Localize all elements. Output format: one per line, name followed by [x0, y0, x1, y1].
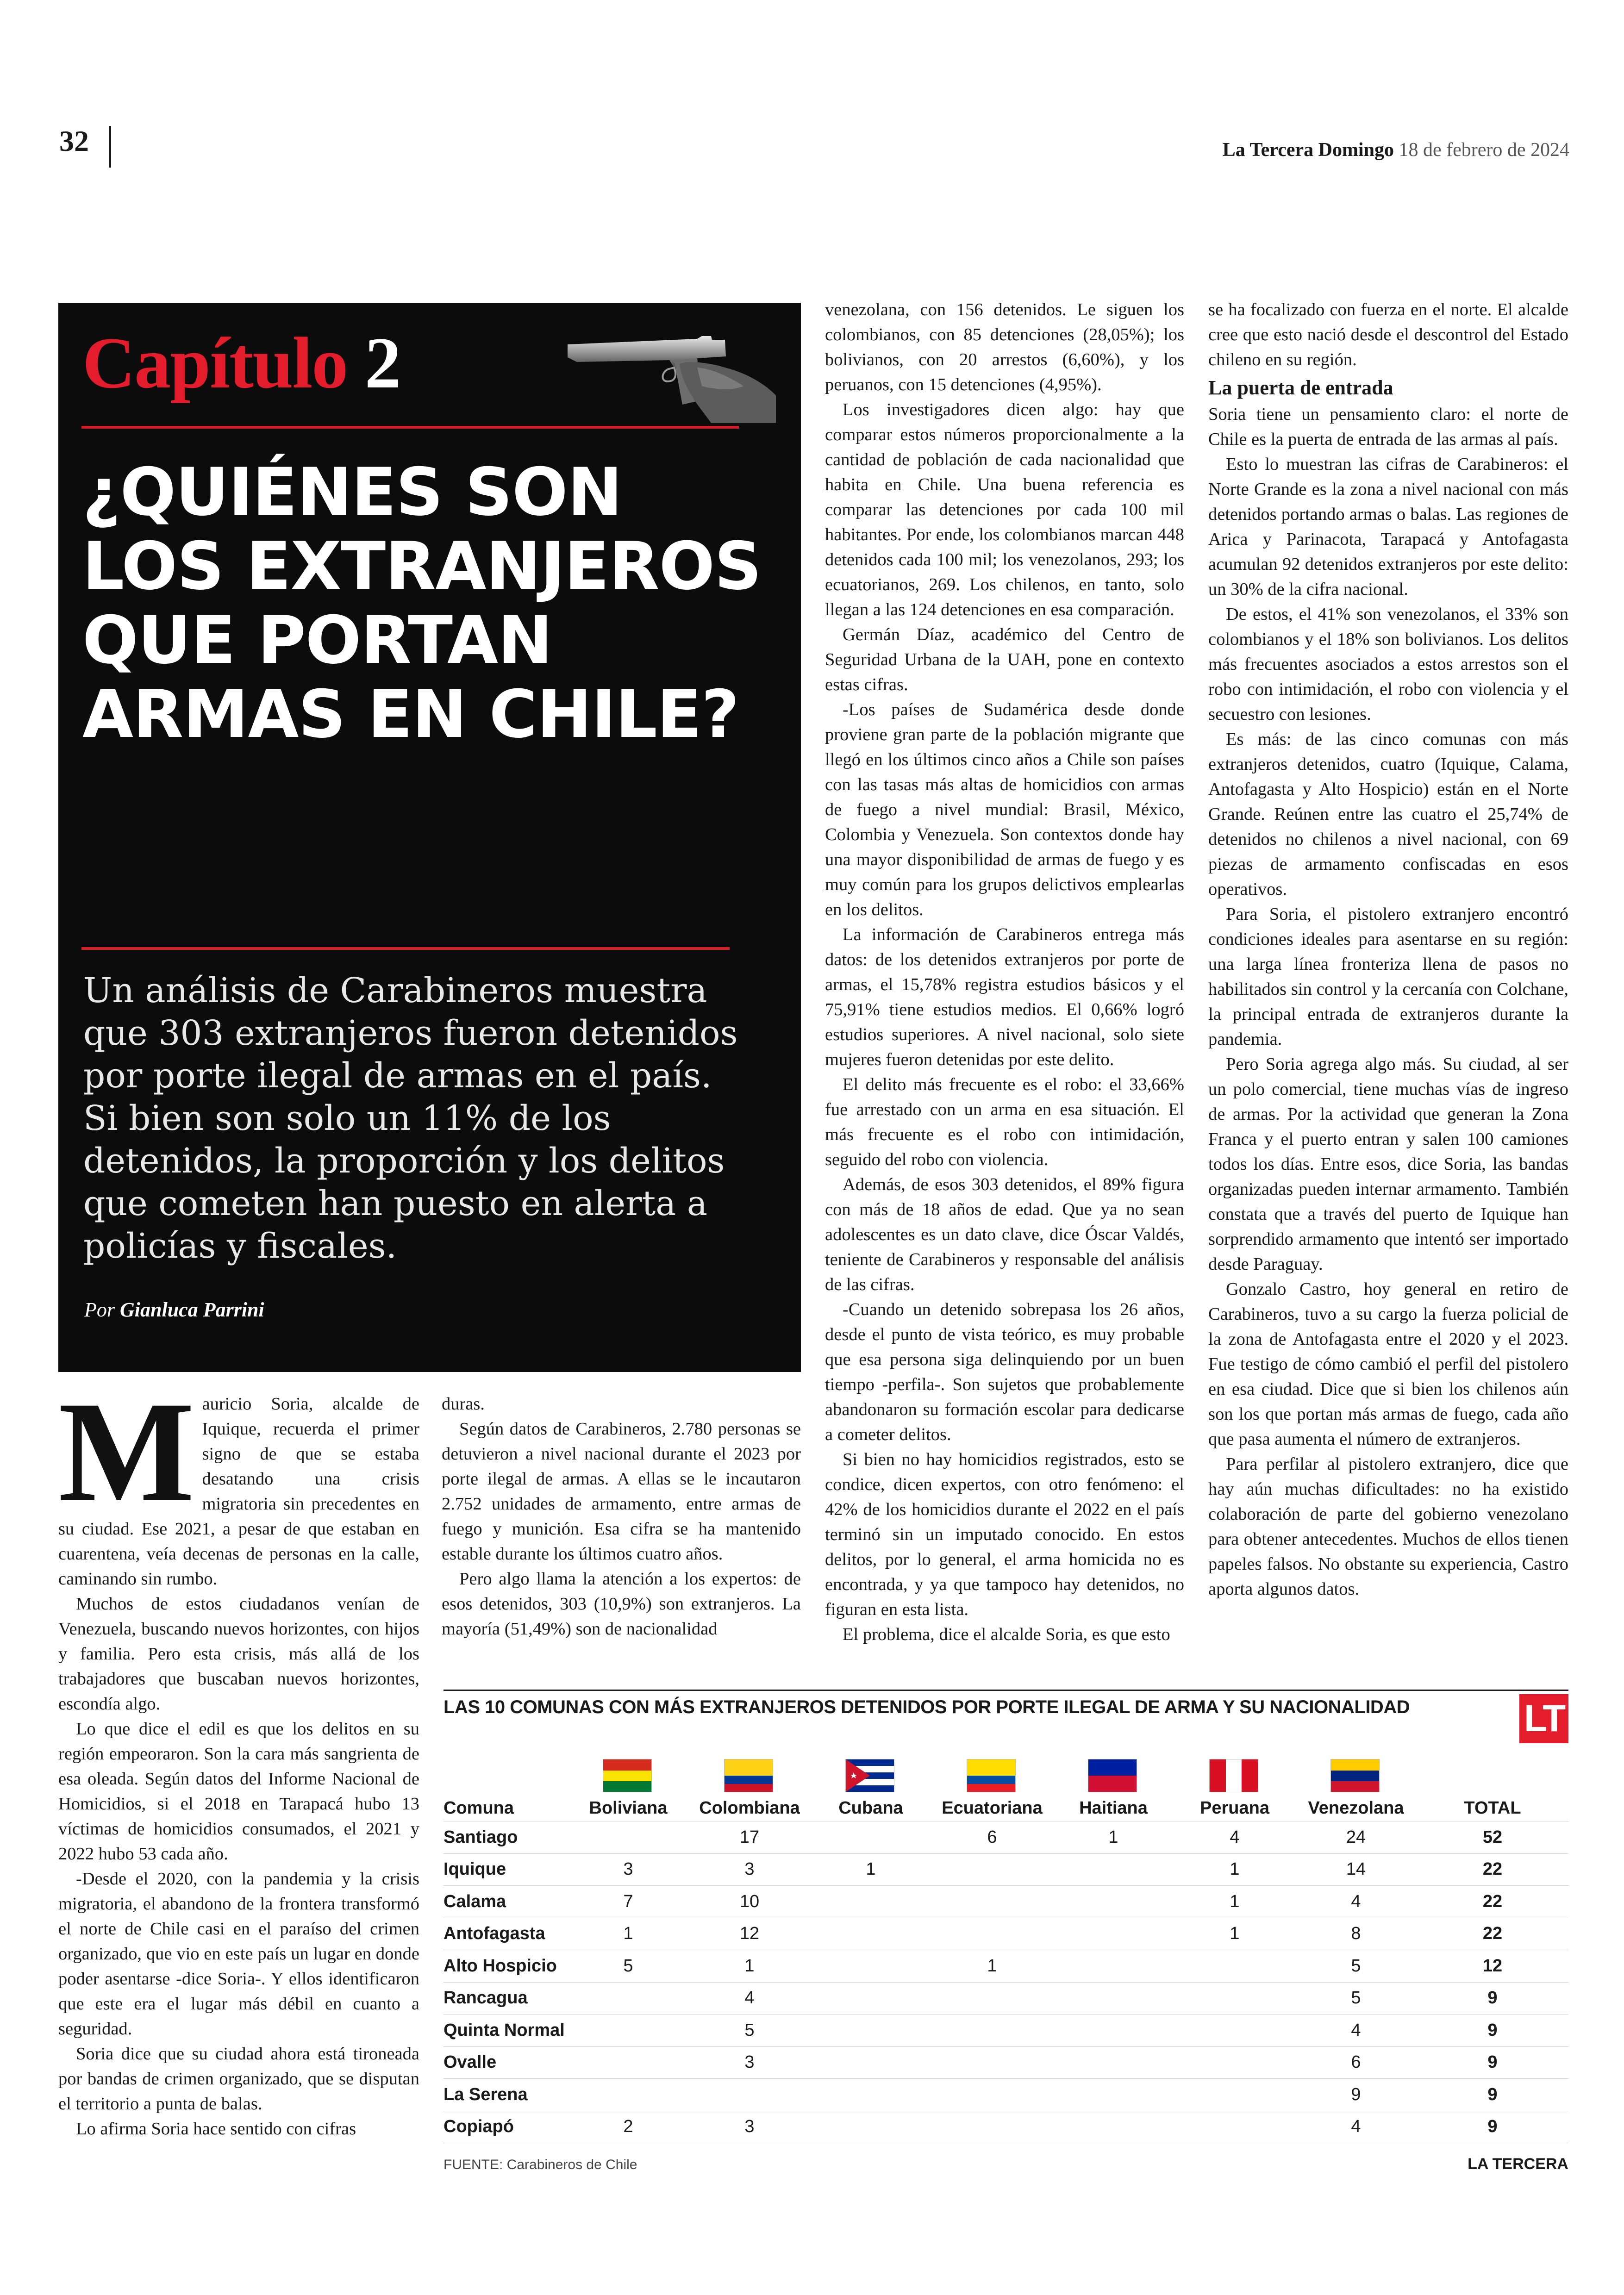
count-cell	[931, 2014, 1053, 2047]
table-row	[443, 1918, 1568, 1950]
column-header: Ecuatoriana	[942, 1798, 1043, 1818]
total-cell: 9	[1417, 2046, 1568, 2079]
paragraph: Para perfilar al pistolero extranjero, dice que hay aún muchas dificultades: no ha existido colaboración de parte del gobierno venezolano para obtener antecedentes. Muchos de ellos tienen papeles falsos. No obstante su experiencia, Castro aporta algunos datos.	[1208, 1454, 1568, 1599]
paragraph: Además, de esos 303 detenidos, el 89% figura con más de 18 años de edad. Que ya no sean adolescentes es un dato clave, dice Óscar Valdés, teniente de Carabineros y responsable del análisis de las cifras.	[825, 1175, 1184, 1294]
count-cell: 1	[568, 1918, 689, 1950]
chapter-divider	[81, 426, 739, 429]
comuna-cell: Calama	[443, 1886, 568, 1918]
count-cell: 4	[1295, 1886, 1417, 1918]
count-cell: 12	[689, 1918, 810, 1950]
total-cell: 12	[1417, 1950, 1568, 1983]
paragraph-text: auricio Soria, alcalde de Iquique, recuerda el primer signo de que se estaba desatando una crisis migratoria sin precedentes en su ciudad. Ese 2021, a pesar de que estaban en cuarentena, veía decenas de personas en la calle, caminando sin rumbo.	[58, 1394, 419, 1589]
count-cell	[1174, 2079, 1295, 2111]
paragraph: Si bien no hay homicidios registrados, esto se condice, dicen expertos, con otro fenómeno: el 42% de los homicidios durante el 2022 en el país terminó sin un imputado conocido. En estos delitos, por lo general, el arma homicida no es encontrada, y ya que tampoco hay detenidos, no figuran en esta lista.	[825, 1450, 1184, 1619]
paragraph: De estos, el 41% son venezolanos, el 33% son colombianos y el 18% son bolivianos. Los delitos más frecuentes asociados a estos arrestos son el robo con intimidación, el robo con violencia y el secuestro con lesiones.	[1208, 605, 1568, 724]
feature-header-box	[58, 303, 801, 1372]
count-cell	[1053, 1853, 1174, 1886]
count-cell	[810, 1918, 931, 1950]
count-cell	[1053, 1950, 1174, 1983]
count-cell: 14	[1295, 1853, 1417, 1886]
venezuela-flag-icon	[1330, 1759, 1380, 1792]
paragraph: -Desde el 2020, con la pandemia y la crisis migratoria, el abandono de la frontera transformó el norte de Chile casi en el paraíso del crimen organizado, que vio en este país un lugar en donde poder asentarse -dice Soria-. Y ellos identificaron que este era el lugar más débil en cuanto a seguridad.	[58, 1869, 419, 2039]
page-number-divider	[109, 126, 111, 168]
count-cell	[1053, 1886, 1174, 1918]
masthead	[1223, 139, 1569, 161]
count-cell	[931, 2079, 1053, 2111]
count-cell	[1053, 2014, 1174, 2047]
count-cell: 10	[689, 1886, 810, 1918]
count-cell: 4	[1295, 2014, 1417, 2047]
count-cell: 4	[1295, 2111, 1417, 2143]
count-cell	[931, 2046, 1053, 2079]
column-header: Peruana	[1200, 1798, 1269, 1818]
cuba-flag-icon	[845, 1759, 894, 1792]
count-cell	[931, 1853, 1053, 1886]
count-cell: 1	[810, 1853, 931, 1886]
count-cell: 6	[931, 1821, 1053, 1854]
count-cell	[1053, 2079, 1174, 2111]
comuna-cell: Iquique	[443, 1853, 568, 1886]
page-number: 32	[59, 125, 89, 157]
comuna-cell: Ovalle	[443, 2046, 568, 2079]
table-title: LAS 10 COMUNAS CON MÁS EXTRANJEROS DETENIDOS POR PORTE ILEGAL DE ARMA Y SU NACIONALIDAD	[443, 1697, 1410, 1717]
colombia-flag-icon	[724, 1759, 773, 1792]
count-cell: 3	[689, 2111, 810, 2143]
table-top-rule	[443, 1690, 1568, 1691]
count-cell	[689, 2079, 810, 2111]
count-cell	[1053, 1918, 1174, 1950]
count-cell	[568, 1821, 689, 1854]
article-column-1	[58, 1372, 419, 2141]
count-cell	[568, 1982, 689, 2014]
total-cell: 22	[1417, 1918, 1568, 1950]
count-cell	[810, 2046, 931, 2079]
count-cell	[810, 1950, 931, 1983]
table-row	[443, 1950, 1568, 1983]
paragraph: se ha focalizado con fuerza en el norte. El alcalde cree que esto nació desde el descontrol del Estado chileno en su región.	[1208, 300, 1568, 369]
paragraph: Gonzalo Castro, hoy general en retiro de Carabineros, tuvo a su cargo la fuerza policial de la zona de Antofagasta entre el 2020 y el 2023. Fue testigo de cómo cambió el perfil del pistolero en esa ciudad. Dice que si bien los chilenos aún son los que portan más armas de fuego, cada año que pasa aumenta el número de extranjeros.	[1208, 1279, 1568, 1449]
count-cell	[1174, 2046, 1295, 2079]
paragraph: -Los países de Sudamérica desde donde proviene gran parte de la población migrante que llegó en los últimos cinco años a Chile son países con las tasas más altas de homicidios con armas de fuego a nivel mundial: Brasil, México, Colombia y Venezuela. Son contextos donde hay una mayor disponibilidad de armas de fuego y es muy común para los grupos delictivos emplearlas en los delitos.	[825, 700, 1184, 919]
article-column-4	[1208, 297, 1568, 1602]
paragraph: Muchos de estos ciudadanos venían de Venezuela, buscando nuevos horizontes, con hijos y familia. Pero esta crisis, más allá de los trabajadores que buscaban nuevos horizontes, escondía algo.	[58, 1594, 419, 1714]
paragraph: -Cuando un detenido sobrepasa los 26 años, desde el punto de vista teórico, es muy probable que esa persona siga delinquiendo por un buen tiempo -perfila-. Son sujetos que probablemente abandonaron su formación escolar para dedicarse a cometer delitos.	[825, 1300, 1184, 1444]
count-cell: 6	[1295, 2046, 1417, 2079]
article-column-3	[825, 297, 1184, 1647]
chapter-word: Capítulo	[82, 323, 348, 404]
table-row	[443, 1821, 1568, 1854]
count-cell	[810, 2111, 931, 2143]
paragraph: Lo que dice el edil es que los delitos en su región empeoraron. Son la cara más sangrienta de esa oleada. Según datos del Informe Nacional de Homicidios, si el 2018 en Tarapacá hubo 13 víctimas de homicidios consumados, el 2021 y 2022 hubo 53 cada año.	[58, 1719, 419, 1864]
column-header: Boliviana	[589, 1798, 668, 1818]
comuna-cell: Antofagasta	[443, 1918, 568, 1950]
count-cell	[568, 2079, 689, 2111]
total-cell: 9	[1417, 2014, 1568, 2047]
subheading: La puerta de entrada	[1208, 376, 1393, 399]
table-row	[443, 2046, 1568, 2079]
paragraph: El delito más frecuente es el robo: el 33,66% fue arrestado con un arma en esa situación. El más frecuente es el robo con intimidación, seguido del robo con violencia.	[825, 1075, 1184, 1169]
count-cell: 8	[1295, 1918, 1417, 1950]
count-cell	[810, 2014, 931, 2047]
paragraph: Soria dice que su ciudad ahora está tironeada por bandas de crimen organizado, que se disputan el territorio a punta de balas.	[58, 2044, 419, 2114]
count-cell: 4	[1174, 1821, 1295, 1854]
chapter-number: 2	[364, 323, 400, 404]
count-cell	[1053, 2046, 1174, 2079]
deck-divider	[81, 947, 730, 950]
count-cell: 17	[689, 1821, 810, 1854]
column-header: Colombiana	[699, 1798, 800, 1818]
article-column-2	[442, 1391, 801, 1641]
la-tercera-logo: LT	[1519, 1694, 1568, 1743]
count-cell: 7	[568, 1886, 689, 1918]
bolivia-flag-icon	[603, 1759, 652, 1792]
count-cell	[931, 1982, 1053, 2014]
count-cell: 24	[1295, 1821, 1417, 1854]
total-cell: 9	[1417, 2079, 1568, 2111]
paragraph: duras.	[442, 1394, 485, 1414]
count-cell	[1053, 2111, 1174, 2143]
count-cell	[931, 1918, 1053, 1950]
paragraph: Pero Soria agrega algo más. Su ciudad, al ser un polo comercial, tiene muchas vías de ingreso de armas. Por la actividad que generan la Zona Franca y el puerto entran y salen 100 camiones todos los días. Entre esos, dice Soria, las bandas organizadas pueden internar armamento. También constata que a través del puerto de Iquique han sorprendido armamento que intentó ser importado desde Paraguay.	[1208, 1054, 1568, 1274]
count-cell	[810, 1821, 931, 1854]
count-cell	[1174, 1982, 1295, 2014]
column-header: Venezolana	[1308, 1798, 1404, 1818]
haiti-flag-icon	[1088, 1759, 1137, 1792]
count-cell: 4	[689, 1982, 810, 2014]
column-header: Haitiana	[1079, 1798, 1148, 1818]
count-cell	[1174, 2014, 1295, 2047]
count-cell: 5	[1295, 1950, 1417, 1983]
table-source: FUENTE: Carabineros de Chile	[443, 2157, 637, 2172]
count-cell: 1	[1053, 1821, 1174, 1854]
paragraph: Es más: de las cinco comunas con más extranjeros detenidos, cuatro (Iquique, Calama, Antofagasta y Alto Hospicio) están en el Norte Grande. Reúnen entre las cuatro el 25,74% de detenidos no chilenos a nivel nacional, con 69 piezas de armamento confiscadas en esos operativos.	[1208, 730, 1568, 899]
total-cell: 22	[1417, 1853, 1568, 1886]
comuna-cell: Alto Hospicio	[443, 1950, 568, 1983]
detentions-table	[443, 1795, 1568, 2143]
total-cell: 22	[1417, 1886, 1568, 1918]
count-cell	[810, 1982, 931, 2014]
byline-prefix: Por	[84, 1298, 115, 1321]
peru-flag-icon	[1209, 1759, 1258, 1792]
brand-footer: LA TERCERA	[1468, 2155, 1568, 2173]
paragraph: La información de Carabineros entrega más datos: de los detenidos extranjeros por porte de armas, el 15,78% registra estudios básicos y el 75,91% tiene estudios medios. El 0,66% logró estudios superiores. A nivel nacional, solo siete mujeres fueron detenidas por este delito.	[825, 925, 1184, 1069]
paragraph: Germán Díaz, académico del Centro de Seguridad Urbana de la UAH, pone en contexto estas cifras.	[825, 625, 1184, 694]
paragraph: venezolana, con 156 detenidos. Le siguen los colombianos, con 85 detenciones (28,05%); los bolivianos, con 20 arrestos (6,60%), y los peruanos, con 15 detenciones (4,95%).	[825, 300, 1184, 394]
table-row	[443, 1853, 1568, 1886]
count-cell: 5	[689, 2014, 810, 2047]
count-cell	[931, 1886, 1053, 1918]
count-cell: 3	[689, 2046, 810, 2079]
count-cell: 1	[1174, 1886, 1295, 1918]
paragraph: Pero algo llama la atención a los expertos: de esos detenidos, 303 (10,9%) son extranjeros. La mayoría (51,49%) son de nacionalidad	[442, 1569, 801, 1639]
count-cell	[931, 2111, 1053, 2143]
count-cell: 1	[689, 1950, 810, 1983]
paragraph: El problema, dice el alcalde Soria, es que esto	[843, 1625, 1170, 1644]
count-cell: 1	[931, 1950, 1053, 1983]
comuna-cell: Quinta Normal	[443, 2014, 568, 2047]
paragraph: Los investigadores dicen algo: hay que comparar estos números proporcionalmente a la cantidad de población de cada nacionalidad que habita en Chile. Una buena referencia es comparar las detenciones por cada 100 mil habitantes. Por ende, los colombianos marcan 448 detenidos cada 100 mil; los venezolanos, 293; los ecuatorianos, 269. Los chilenos, en tanto, solo llegan a las 124 detenciones en esa comparación.	[825, 400, 1184, 619]
column-header: TOTAL	[1464, 1798, 1521, 1818]
publication-name: La Tercera Domingo	[1222, 139, 1394, 161]
count-cell: 1	[1174, 1853, 1295, 1886]
count-cell	[1053, 1982, 1174, 2014]
count-cell	[1174, 2111, 1295, 2143]
handgun-icon	[558, 312, 781, 423]
table-row	[443, 1886, 1568, 1918]
comuna-cell: Copiapó	[443, 2111, 568, 2143]
column-header: Cubana	[838, 1798, 903, 1818]
count-cell: 9	[1295, 2079, 1417, 2111]
count-cell	[568, 2046, 689, 2079]
table-row	[443, 2111, 1568, 2143]
paragraph: Soria tiene un pensamiento claro: el norte de Chile es la puerta de entrada de las armas al país.	[1208, 405, 1568, 449]
comuna-cell: Rancagua	[443, 1982, 568, 2014]
count-cell: 5	[1295, 1982, 1417, 2014]
chapter-label	[82, 321, 400, 405]
headline: ¿QUIÉNES SON LOS EXTRANJEROS QUE PORTAN ARMAS EN CHILE?	[82, 454, 762, 753]
count-cell	[810, 1886, 931, 1918]
ecuador-flag-icon	[967, 1759, 1016, 1792]
table-row	[443, 1982, 1568, 2014]
deck: Un análisis de Carabineros muestra que 303 extranjeros fueron detenidos por porte ilegal de armas en el país. Si bien son solo un 11% de los detenidos, la proporción y los delitos que cometen han puesto en alerta a policías y fiscales.	[83, 971, 738, 1266]
count-cell	[1174, 1950, 1295, 1983]
comuna-cell: Santiago	[443, 1821, 568, 1854]
paragraph: Esto lo muestran las cifras de Carabineros: el Norte Grande es la zona a nivel nacional con más detenidos portando armas o balas. Las regiones de Arica y Parinacota, Tarapacá y Antofagasta acumulan 92 detenidos extranjeros por este delito: un 30% de la cifra nacional.	[1208, 455, 1568, 599]
total-cell: 9	[1417, 2111, 1568, 2143]
total-cell: 9	[1417, 1982, 1568, 2014]
table-header-row	[443, 1795, 1568, 1821]
table-row	[443, 2079, 1568, 2111]
paragraph: Según datos de Carabineros, 2.780 personas se detuvieron a nivel nacional durante el 2023 por porte ilegal de armas. A ellas se le incautaron 2.752 unidades de armamento, entre armas de fuego y munición. Esa cifra se ha mantenido estable durante los últimos cuatro años.	[442, 1419, 801, 1564]
count-cell: 3	[568, 1853, 689, 1886]
comuna-cell: La Serena	[443, 2079, 568, 2111]
count-cell	[568, 2014, 689, 2047]
count-cell: 2	[568, 2111, 689, 2143]
table-row	[443, 2014, 1568, 2047]
lead-paragraph	[58, 1372, 419, 1591]
drop-cap: M	[58, 1372, 195, 1532]
issue-date: 18 de febrero de 2024	[1399, 139, 1569, 161]
total-cell: 52	[1417, 1821, 1568, 1854]
byline	[84, 1298, 264, 1322]
count-cell: 1	[1174, 1918, 1295, 1950]
count-cell: 5	[568, 1950, 689, 1983]
byline-author: Gianluca Parrini	[120, 1298, 264, 1321]
paragraph: Para Soria, el pistolero extranjero encontró condiciones ideales para asentarse en su región: una larga línea fronteriza llena de pasos no habilitados sin control y la cercanía con Colchane, la principal entrada de extranjeros durante la pandemia.	[1208, 904, 1568, 1049]
count-cell	[810, 2079, 931, 2111]
paragraph: Lo afirma Soria hace sentido con cifras	[76, 2119, 356, 2139]
column-header: Comuna	[443, 1798, 514, 1818]
count-cell: 3	[689, 1853, 810, 1886]
